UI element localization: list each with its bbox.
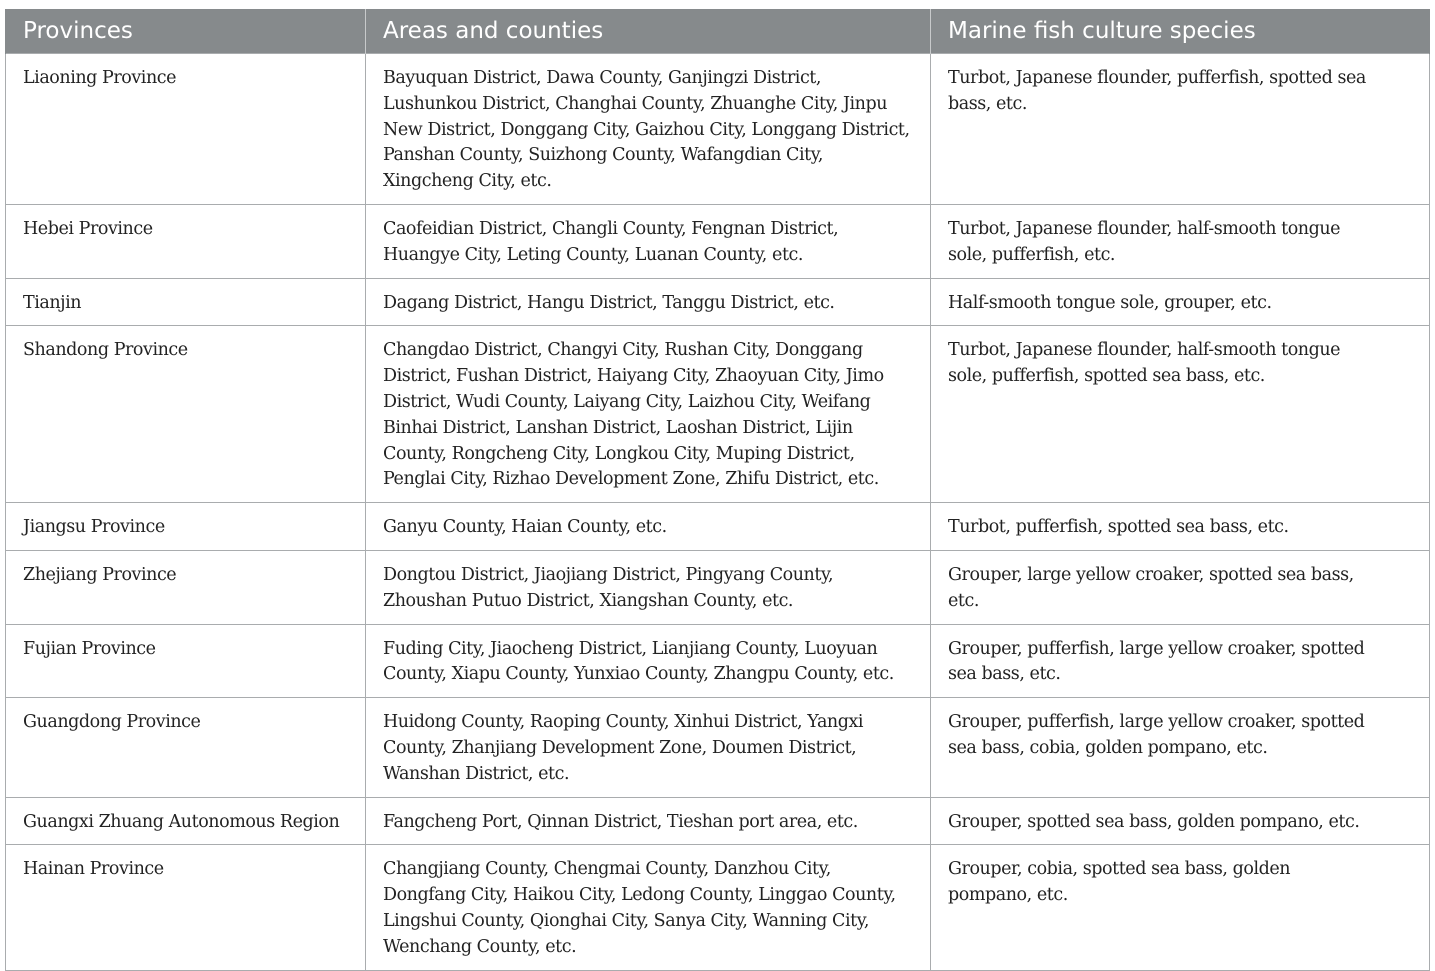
species-cell: Half-smooth tongue sole, grouper, etc. <box>931 278 1430 326</box>
table-row <box>6 550 1430 624</box>
header-marine-fish-species: Marine fish culture species <box>931 9 1430 54</box>
table-row <box>6 624 1430 698</box>
areas-cell: Fangcheng Port, Qinnan District, Tieshan port area, etc. <box>366 797 931 845</box>
header-areas-and-counties: Areas and counties <box>366 9 931 54</box>
table-row <box>6 797 1430 845</box>
species-cell: Turbot, Japanese flounder, pufferfish, spotted sea bass, etc. <box>931 54 1430 205</box>
province-cell: Shandong Province <box>6 326 366 503</box>
areas-cell: Changdao District, Changyi City, Rushan City, Donggang District, Fushan District, Haiyang City, Zhaoyuan City, Jimo District, Wudi County, Laiyang City, Laizhou City, Weifang Binhai District, Lanshan District, Laoshan District, Lijin County, Rongcheng City, Longkou City, Muping District, Penglai City, Rizhao Development Zone, Zhifu District, etc. <box>366 326 931 503</box>
header-row <box>6 9 1430 54</box>
table-row <box>6 503 1430 551</box>
species-cell: Turbot, Japanese flounder, half-smooth tongue sole, pufferfish, etc. <box>931 204 1430 278</box>
areas-cell: Dagang District, Hangu District, Tanggu District, etc. <box>366 278 931 326</box>
data-table <box>5 9 1430 971</box>
table-row <box>6 326 1430 503</box>
species-cell: Turbot, pufferfish, spotted sea bass, etc. <box>931 503 1430 551</box>
table-row <box>6 278 1430 326</box>
province-cell: Liaoning Province <box>6 54 366 205</box>
areas-cell: Changjiang County, Chengmai County, Danzhou City, Dongfang City, Haikou City, Ledong County, Linggao County, Lingshui County, Qionghai City, Sanya City, Wanning City, Wenchang County, etc. <box>366 845 931 970</box>
province-cell: Guangdong Province <box>6 698 366 797</box>
province-cell: Jiangsu Province <box>6 503 366 551</box>
province-cell: Hainan Province <box>6 845 366 970</box>
header-provinces: Provinces <box>6 9 366 54</box>
areas-cell: Dongtou District, Jiaojiang District, Pingyang County, Zhoushan Putuo District, Xiangshan County, etc. <box>366 550 931 624</box>
species-cell: Grouper, pufferfish, large yellow croaker, spotted sea bass, cobia, golden pompano, etc. <box>931 698 1430 797</box>
species-cell: Grouper, spotted sea bass, golden pompano, etc. <box>931 797 1430 845</box>
province-cell: Fujian Province <box>6 624 366 698</box>
province-cell: Zhejiang Province <box>6 550 366 624</box>
province-cell: Guangxi Zhuang Autonomous Region <box>6 797 366 845</box>
species-cell: Grouper, cobia, spotted sea bass, golden pompano, etc. <box>931 845 1430 970</box>
species-cell: Grouper, pufferfish, large yellow croaker, spotted sea bass, etc. <box>931 624 1430 698</box>
areas-cell: Ganyu County, Haian County, etc. <box>366 503 931 551</box>
table-row <box>6 54 1430 205</box>
table-row <box>6 204 1430 278</box>
province-cell: Tianjin <box>6 278 366 326</box>
species-cell: Grouper, large yellow croaker, spotted sea bass, etc. <box>931 550 1430 624</box>
table-row <box>6 698 1430 797</box>
province-cell: Hebei Province <box>6 204 366 278</box>
areas-cell: Caofeidian District, Changli County, Fengnan District, Huangye City, Leting County, Luanan County, etc. <box>366 204 931 278</box>
table-header <box>6 9 1430 54</box>
species-cell: Turbot, Japanese flounder, half-smooth tongue sole, pufferfish, spotted sea bass, etc. <box>931 326 1430 503</box>
areas-cell: Bayuquan District, Dawa County, Ganjingzi District, Lushunkou District, Changhai County, Zhuanghe City, Jinpu New District, Donggang City, Gaizhou City, Longgang District, Panshan County, Suizhong County, Wafangdian City, Xingcheng City, etc. <box>366 54 931 205</box>
table-row <box>6 845 1430 970</box>
table-body <box>6 54 1430 971</box>
areas-cell: Huidong County, Raoping County, Xinhui District, Yangxi County, Zhanjiang Development Zone, Doumen District, Wanshan District, etc. <box>366 698 931 797</box>
areas-cell: Fuding City, Jiaocheng District, Lianjiang County, Luoyuan County, Xiapu County, Yunxiao County, Zhangpu County, etc. <box>366 624 931 698</box>
